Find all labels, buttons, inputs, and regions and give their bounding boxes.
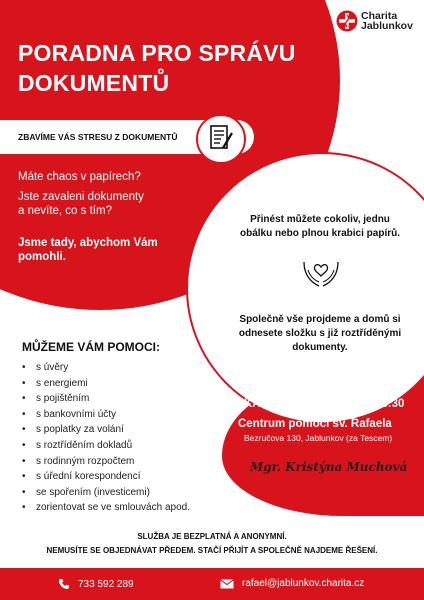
list-item: • s pojištěním xyxy=(22,391,190,407)
question-2-line-2: a nevíte, co s tím? xyxy=(18,205,112,217)
list-item: • s poplatky za volání xyxy=(22,422,190,438)
question-1: Máte chaos v papírech? xyxy=(18,171,141,183)
question-2-line-1: Jste zavaleni dokumenty xyxy=(18,191,144,203)
schedule-day: KAŽDÉ ÚTERÝ xyxy=(244,398,326,410)
center-name: Centrum pomoci sv. Rafaela xyxy=(238,418,392,430)
help-statement xyxy=(18,236,198,264)
help-heading: MŮŽEME VÁM POMOCI: xyxy=(22,340,160,354)
bring-line-1: Přinést můžete cokoliv, jednu xyxy=(250,214,390,225)
list-item: • se spořením (investicemi) xyxy=(22,485,190,501)
help-statement-line-2: pomohli. xyxy=(18,251,66,263)
center-address: Bezručova 130, Jablunkov (za Tescem) xyxy=(244,433,393,443)
list-item: • s roztříděním dokladů xyxy=(22,438,190,454)
together-text xyxy=(220,313,420,355)
together-line-2: odnesete složku s již roztříděnými xyxy=(238,328,402,339)
help-statement-line-1: Jsme tady, abychom Vám xyxy=(18,237,158,249)
schedule-line xyxy=(244,398,404,410)
document-icon-circle xyxy=(196,114,246,164)
logo-line-1: Charita xyxy=(361,10,398,22)
email-contact[interactable] xyxy=(220,578,364,589)
document-pen-icon xyxy=(198,116,244,162)
list-item: • s bankovními účty xyxy=(22,407,190,423)
list-item: • s rodinným rozpočtem xyxy=(22,454,190,470)
email-address[interactable]: rafael@jablunkov.charita.cz xyxy=(242,578,365,589)
title-line-2: DOKUMENTŮ xyxy=(18,70,170,96)
phone-icon xyxy=(58,578,70,590)
bring-anything-text xyxy=(220,213,420,241)
footer-line-2: NEMUSÍTE SE OBJEDNÁVAT PŘEDEM. STAČÍ PŘIJÍT A SPOLEČNĚ NAJDEME ŘEŠENÍ. xyxy=(46,546,378,555)
together-line-3: dokumenty. xyxy=(292,342,348,353)
slogan-text: ZBAVÍME VÁS STRESU Z DOKUMENTŮ xyxy=(18,132,178,142)
list-item: • s úřední korespondencí xyxy=(22,469,190,485)
footer-line-1: SLUŽBA JE BEZPLATNÁ A ANONYMNÍ. xyxy=(137,532,287,541)
logo-line-2: Jablunkov xyxy=(361,20,413,32)
title-line-1: PORADNA PRO SPRÁVU xyxy=(18,40,296,66)
together-line-1: Společně vše projdeme a domů si xyxy=(239,314,401,325)
heart-hands-icon xyxy=(300,256,342,292)
list-item: • s úvěry xyxy=(22,360,190,376)
signature: Mgr. Kristýna Muchová xyxy=(250,460,408,474)
phone-number[interactable]: 733 592 289 xyxy=(78,578,134,590)
page-title xyxy=(18,38,348,98)
phone-contact[interactable] xyxy=(58,578,134,590)
bring-line-2: obálku nebo plnou krabici papírů. xyxy=(239,228,400,239)
schedule-time: 14:00 - 15:30 xyxy=(335,398,405,410)
list-item: • zorientovat se ve smlouvách apod. xyxy=(22,500,190,516)
charita-logo-icon xyxy=(336,10,358,32)
mail-icon xyxy=(220,579,234,589)
help-list xyxy=(22,360,190,516)
list-item: • s energiemi xyxy=(22,376,190,392)
charita-logo xyxy=(336,10,413,32)
